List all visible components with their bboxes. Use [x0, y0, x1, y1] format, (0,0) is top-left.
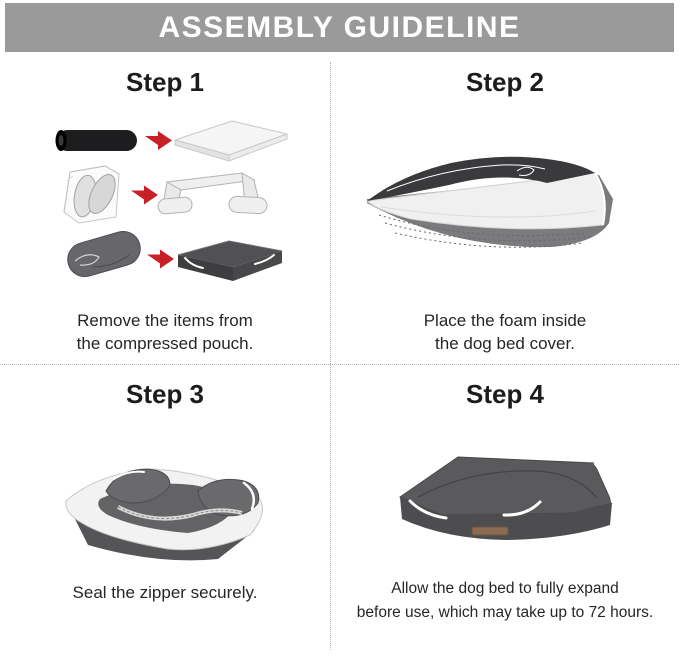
- pouch-with-pillows-icon: [64, 166, 121, 223]
- caption-line: before use, which may take up to 72 hours.: [356, 604, 654, 621]
- step-3-panel: [0, 365, 330, 662]
- caption-line: Remove the items from: [77, 311, 253, 330]
- caption-line: Seal the zipper securely.: [72, 583, 258, 602]
- caption-line: the dog bed cover.: [435, 334, 575, 353]
- foam-inside-cover-icon: [367, 157, 613, 247]
- step-3-title: Step 3: [125, 379, 205, 409]
- step-4-panel: [331, 365, 679, 662]
- bed-with-zipper-icon: [66, 469, 263, 560]
- step-1-caption: [0, 309, 330, 355]
- step-3-caption: [0, 581, 330, 604]
- step-1-illustration: [15, 109, 315, 294]
- caption-line: Allow the dog bed to fully expand: [391, 580, 619, 597]
- bolster-frame-icon: [157, 173, 267, 214]
- caption-line: Place the foam inside: [423, 311, 587, 330]
- step-2-illustration: [351, 139, 651, 274]
- step-2-panel: [331, 53, 679, 364]
- step-4-illustration: [386, 441, 626, 551]
- step-2-caption: [331, 309, 679, 355]
- bed-base-icon: [178, 241, 282, 281]
- step-4-title: Step 4: [465, 379, 545, 409]
- arrow-right-icon: [145, 131, 172, 150]
- foam-mattress-icon: [175, 121, 287, 161]
- page-title: ASSEMBLY GUIDELINE: [158, 10, 521, 44]
- step-2-title: Step 2: [465, 67, 545, 97]
- step-3-illustration: [48, 427, 288, 577]
- caption-line: the compressed pouch.: [76, 334, 254, 353]
- step-1-panel: [0, 53, 330, 364]
- arrow-right-icon: [147, 250, 174, 269]
- header-banner: [5, 3, 674, 52]
- arrow-right-icon: [131, 186, 158, 205]
- step-4-caption: [331, 577, 679, 625]
- step-1-title: Step 1: [125, 67, 205, 97]
- expanded-bed-icon: [400, 457, 612, 540]
- rolled-cover-icon: [64, 227, 145, 280]
- compressed-foam-roll-icon: [56, 130, 138, 151]
